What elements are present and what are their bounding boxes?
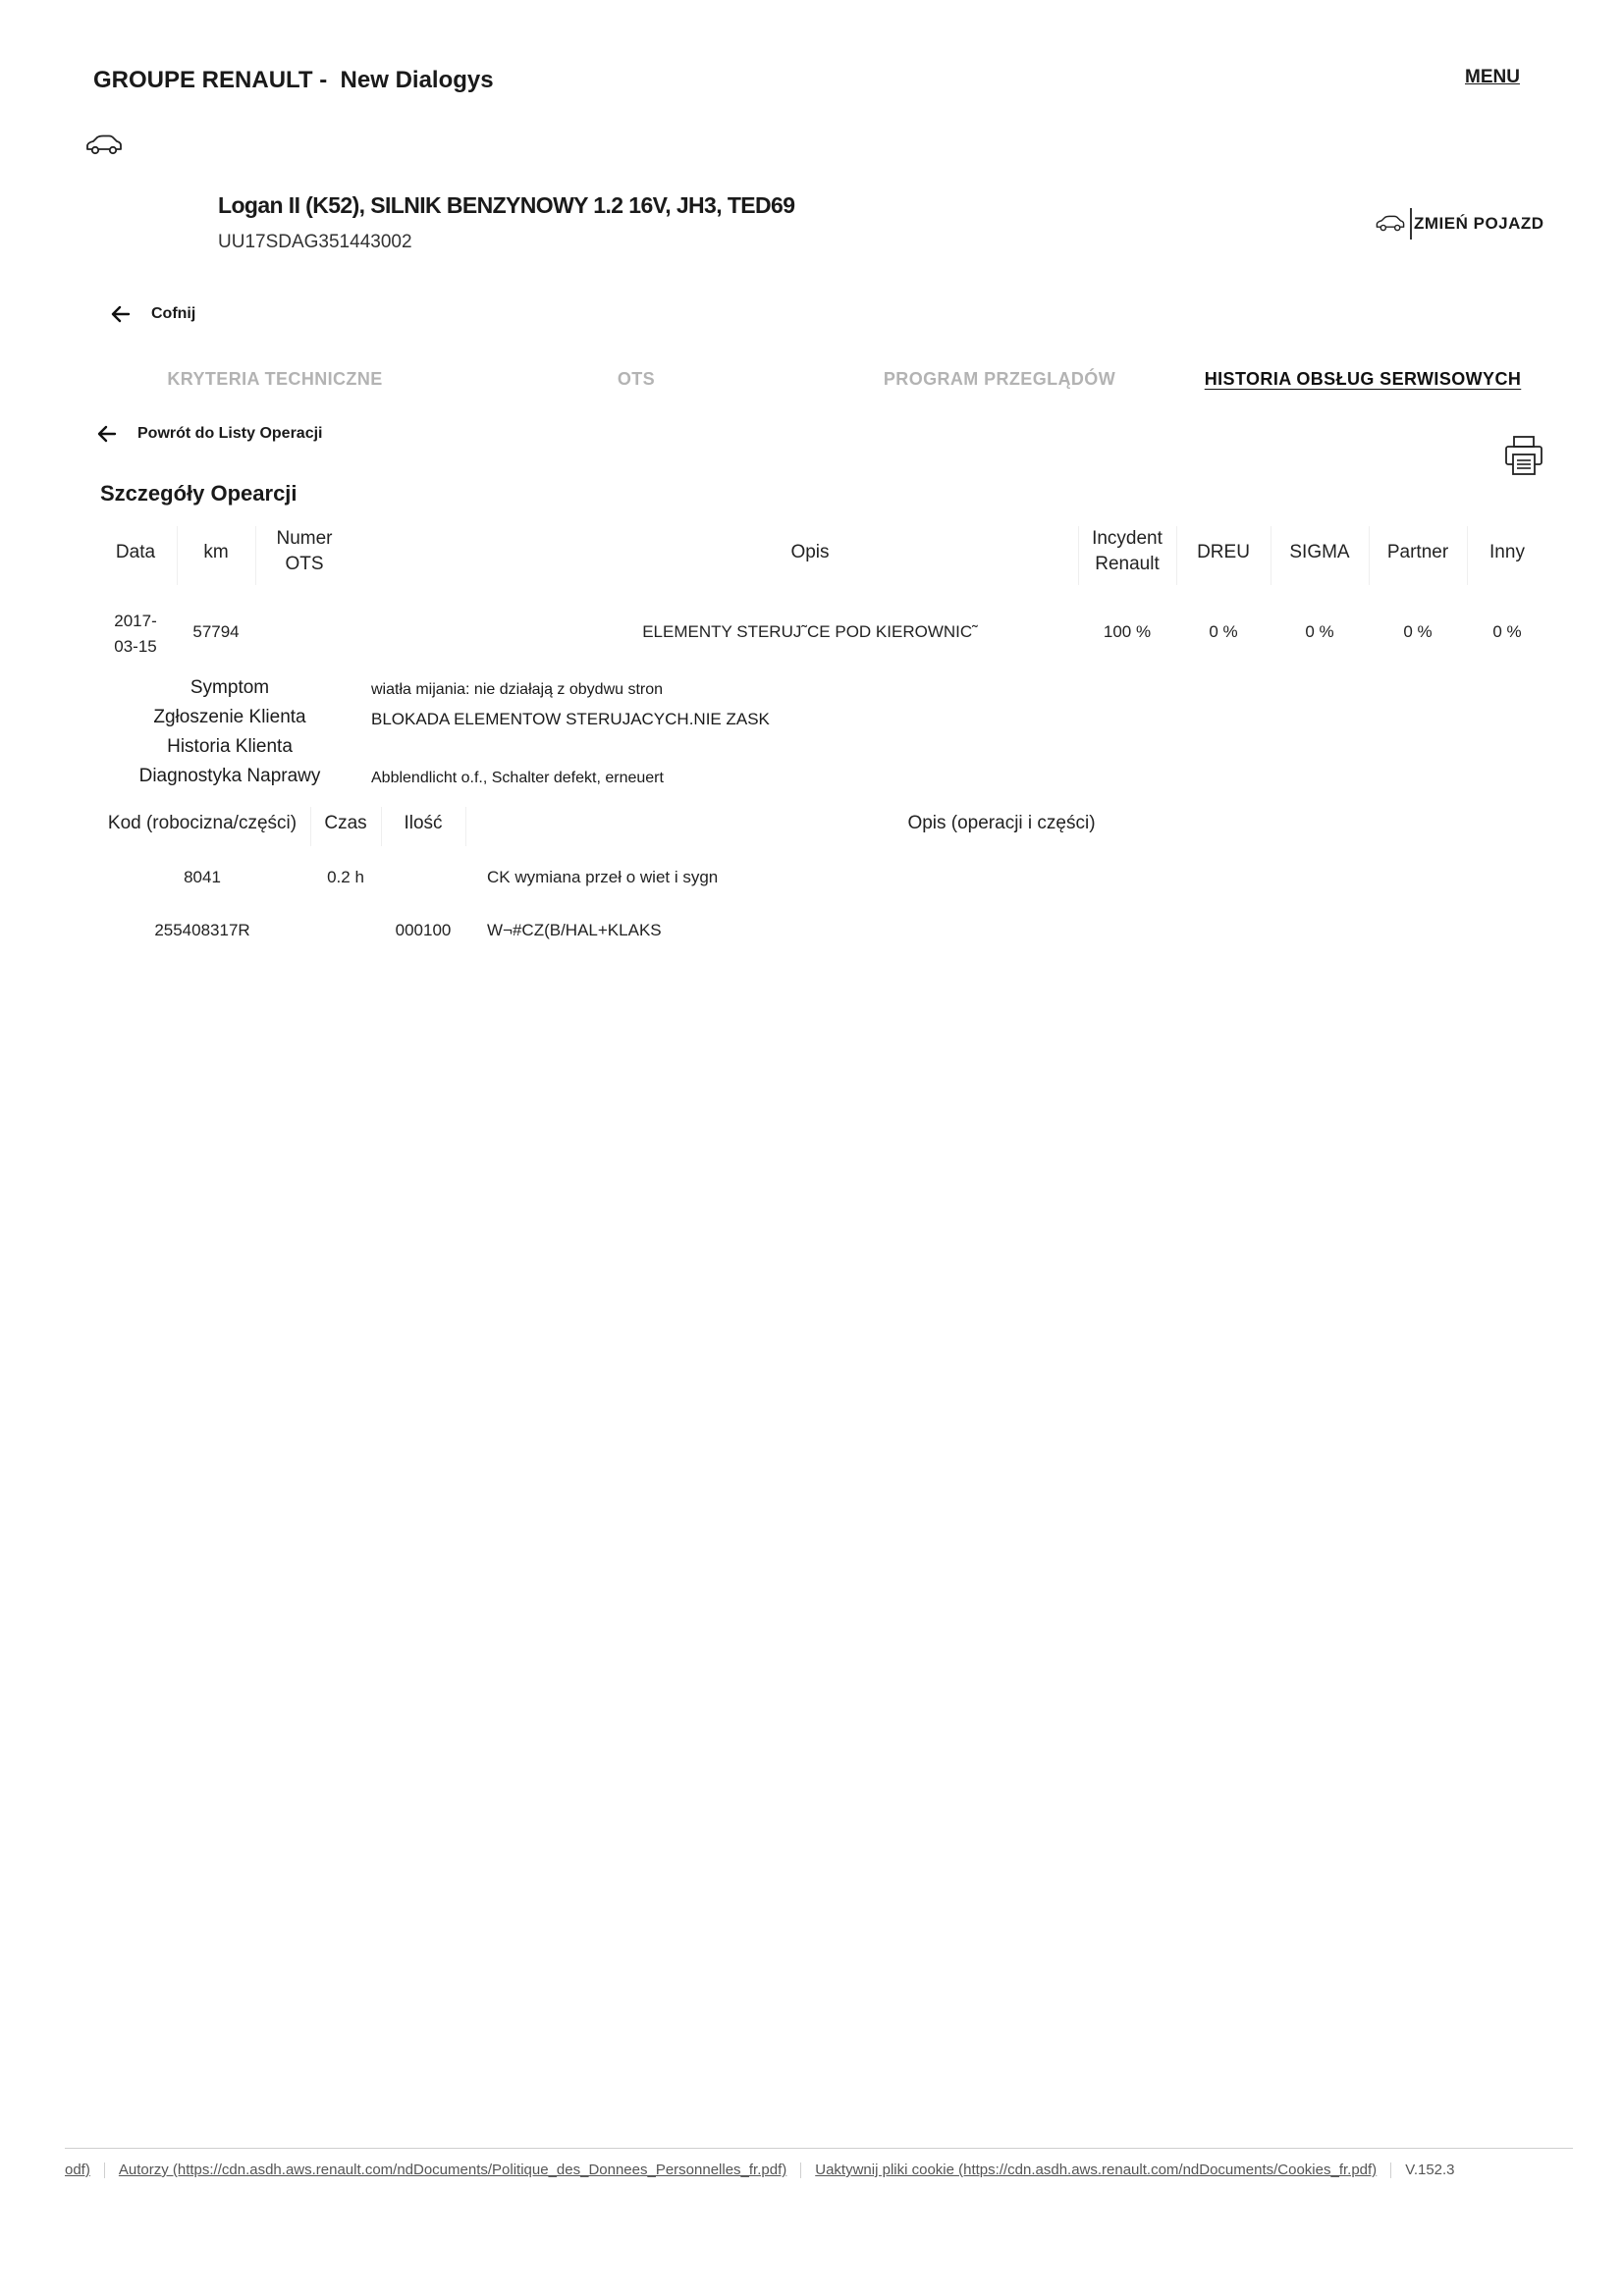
operations-table-header	[94, 526, 1538, 581]
repair-diagnosis-label: Diagnostyka Naprawy	[138, 766, 321, 786]
divider	[1410, 208, 1412, 240]
column-header-dreu: DREU	[1197, 542, 1250, 562]
cell-opis-czesci: W¬#CZ(B/HAL+KLAKS	[487, 921, 662, 939]
return-label: Powrót do Listy Operacji	[137, 425, 323, 442]
column-header-opis-czesci: Opis (operacji i części)	[907, 813, 1096, 833]
customer-complaint-label: Zgłoszenie Klienta	[153, 707, 306, 727]
footer-link-cookies[interactable]: Uaktywnij pliki cookie (https://cdn.asdh.aws.renault.com/ndDocuments/Cookies_fr.pdf)	[815, 2162, 1378, 2178]
customer-complaint-value: BLOKADA ELEMENTOW STERUJACYCH.NIE ZASK	[371, 710, 770, 728]
cell-dreu: 0 %	[1209, 622, 1238, 641]
column-header-partner: Partner	[1386, 542, 1449, 562]
cell-partner: 0 %	[1403, 622, 1433, 641]
column-header-czas: Czas	[324, 813, 367, 833]
parts-table-header	[94, 807, 1538, 846]
cell-inny: 0 %	[1492, 622, 1522, 641]
footer-divider	[65, 2148, 1573, 2149]
cell-date-line2: 03-15	[114, 637, 157, 656]
app-title: GROUPE RENAULT - New Dialogys	[93, 67, 494, 93]
arrow-left-icon	[110, 303, 132, 325]
column-header-km: km	[203, 542, 229, 562]
cell-ilosc: 000100	[395, 921, 452, 939]
table-row	[94, 603, 1538, 662]
footer	[65, 2162, 1455, 2178]
cell-incydent: 100 %	[1103, 622, 1152, 641]
column-header-inny: Inny	[1489, 542, 1525, 562]
column-header-opis: Opis	[790, 542, 830, 562]
column-header-sigma: SIGMA	[1289, 542, 1350, 562]
footer-separator	[800, 2163, 801, 2178]
tab-program-przegladow[interactable]: PROGRAM PRZEGLĄDÓW	[883, 369, 1116, 389]
cell-sigma: 0 %	[1305, 622, 1334, 641]
column-header-ots: OTS	[285, 554, 324, 574]
column-header-incydent: Incydent	[1092, 528, 1163, 549]
tab-kryteria-techniczne[interactable]: KRYTERIA TECHNICZNE	[167, 369, 383, 389]
arrow-left-icon	[96, 423, 118, 445]
change-vehicle-label: ZMIEŃ POJAZD	[1414, 214, 1544, 233]
section-title: Szczegóły Opearcji	[100, 481, 298, 506]
car-icon	[1375, 214, 1406, 234]
change-vehicle-button[interactable]	[1375, 208, 1544, 240]
symptom-label: Symptom	[189, 677, 270, 698]
column-header-kod: Kod (robocizna/części)	[107, 813, 298, 833]
vehicle-vin: UU17SDAG351443002	[218, 232, 412, 252]
footer-link-authors[interactable]: Autorzy (https://cdn.asdh.aws.renault.com/ndDocuments/Politique_des_Donnees_Personnelles_fr.pdf)	[118, 2162, 787, 2178]
cell-date-line1: 2017-	[114, 612, 157, 630]
tab-bar	[108, 369, 1522, 399]
vehicle-title: Logan II (K52), SILNIK BENZYNOWY 1.2 16V, JH3, TED69	[218, 192, 795, 218]
footer-link-clipped[interactable]: odf)	[65, 2162, 90, 2178]
cell-km: 57794	[192, 622, 240, 641]
column-header-date: Data	[115, 542, 156, 562]
symptom-value: wiatła mijania: nie działają z obydwu stron	[371, 681, 664, 698]
return-to-list-button[interactable]	[96, 423, 322, 445]
column-header-numer: Numer	[276, 528, 333, 549]
cell-czas: 0.2 h	[327, 868, 364, 886]
back-button[interactable]	[110, 303, 195, 325]
tab-ots[interactable]: OTS	[617, 369, 656, 389]
repair-diagnosis-value: Abblendlicht o.f., Schalter defekt, erneuert	[371, 770, 664, 786]
version-label: V.152.3	[1405, 2162, 1455, 2178]
back-label: Cofnij	[151, 305, 196, 322]
cell-opis-text: ELEMENTY STERUJ˜CE POD KIEROWNIC˜	[642, 622, 978, 641]
column-header-renault: Renault	[1095, 554, 1160, 574]
car-icon	[84, 133, 124, 157]
menu-button[interactable]: MENU	[1465, 67, 1520, 87]
cell-opis-czesci: CK wymiana przeł o wiet i sygn	[487, 868, 719, 886]
footer-separator	[104, 2163, 105, 2178]
cell-kod: 8041	[184, 868, 221, 886]
printer-icon[interactable]	[1504, 435, 1543, 476]
tab-historia-obslug[interactable]: HISTORIA OBSŁUG SERWISOWYCH	[1204, 369, 1522, 389]
customer-history-label: Historia Klienta	[167, 736, 293, 757]
footer-separator	[1390, 2163, 1391, 2178]
column-header-ilosc: Ilość	[404, 813, 443, 833]
cell-kod: 255408317R	[154, 921, 250, 939]
